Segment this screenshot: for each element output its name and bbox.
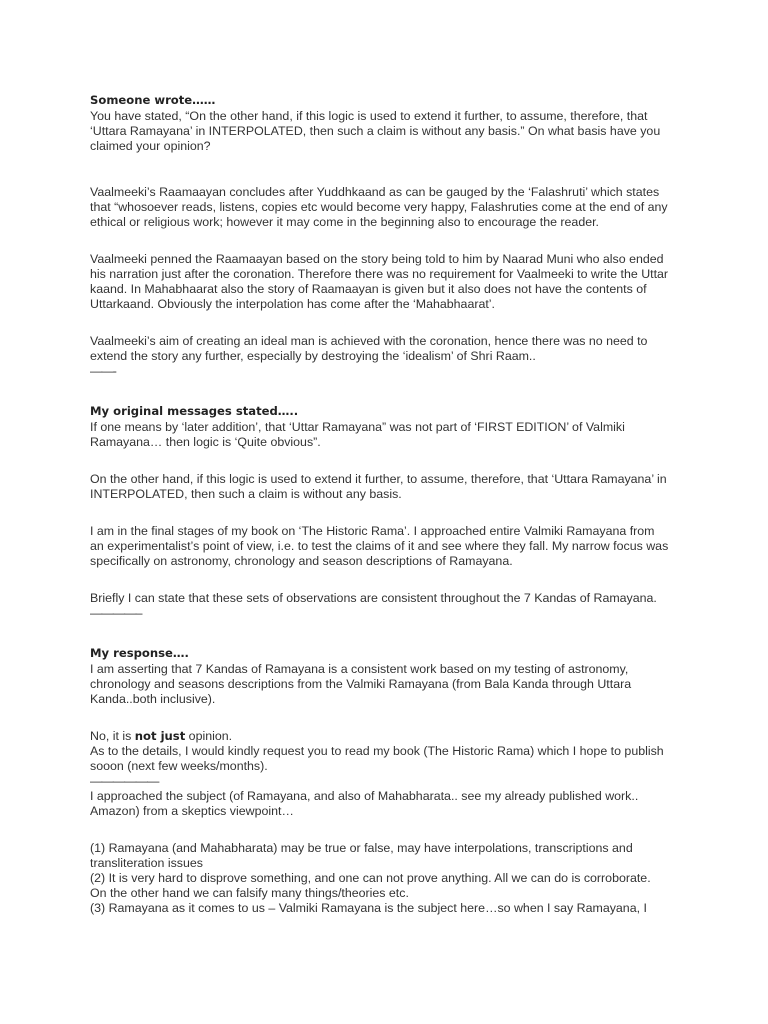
text-line: On the other hand, if this logic is used to extend it further, to assume, therefore, that ‘Uttara Ramayana’ in	[90, 472, 667, 486]
section-heading: My original messages stated…..	[90, 404, 299, 418]
text-line: Vaalmeeki penned the Raamaayan based on the story being told to him by Naarad Muni who also ended	[90, 252, 664, 266]
bold-emphasis: not just	[134, 729, 186, 743]
text-line: Briefly I can state that these sets of observations are consistent throughout the 7 Kandas of Ramayana.	[90, 591, 657, 605]
text-line: Uttarkaand. Obviously the interpolation has come after the ‘Mahabhaarat’.	[90, 297, 495, 311]
text-line: Vaalmeeki’s aim of creating an ideal man is achieved with the coronation, hence there was no need to	[90, 334, 648, 348]
text-line	[90, 729, 690, 744]
paragraph	[90, 591, 690, 621]
text-line: You have stated, “On the other hand, if this logic is used to extend it further, to assume, therefore, that	[90, 109, 648, 123]
text-line: ethical or religious work; however it may come in the beginning also to encourage the reader.	[90, 215, 599, 229]
separator-dashes: ——-	[90, 364, 116, 378]
section-heading: Someone wrote……	[90, 93, 216, 107]
text-line: (3) Ramayana as it comes to us – Valmiki Ramayana is the subject here…so when I say Ramayana, I	[90, 901, 647, 915]
text-line: On the other hand we can falsify many things/theories etc.	[90, 886, 409, 900]
section-original-messages	[90, 405, 690, 621]
paragraph	[90, 252, 690, 312]
paragraph	[90, 472, 690, 502]
text-line: kaand. In Mahabhaarat also the story of Raamaayan is given but it also does not have the contents of	[90, 282, 647, 296]
text-line: ‘Uttara Ramayana’ in INTERPOLATED, then such a claim is without any basis.” On what basis have you	[90, 124, 661, 138]
text-line: (2) It is very hard to disprove something, and one can not prove anything. All we can do is corroborate.	[90, 871, 651, 885]
text-line: chronology and seasons descriptions from the Valmiki Ramayana (from Bala Kanda through Uttara	[90, 677, 632, 691]
separator-dashes: ————–	[90, 606, 142, 620]
paragraph	[90, 185, 690, 230]
text-line: an experimentalist’s point of view, i.e. to test the claims of it and see where they fall. My narrow focus was	[90, 539, 669, 553]
text-line: Amazon) from a skeptics viewpoint…	[90, 804, 294, 818]
paragraph	[90, 524, 690, 569]
text-line: transliteration issues	[90, 856, 203, 870]
text-line: Kanda..both inclusive).	[90, 692, 216, 706]
paragraph	[90, 662, 690, 707]
text-line: his narration just after the coronation. Therefore there was no requirement for Vaalmeeki to write the Uttar	[90, 267, 669, 281]
paragraph	[90, 334, 690, 379]
paragraph	[90, 841, 690, 916]
text-line: Ramayana… then logic is ‘Quite obvious”.	[90, 435, 321, 449]
text-line: claimed your opinion?	[90, 139, 211, 153]
paragraph	[90, 109, 690, 154]
section-someone-wrote	[90, 94, 690, 379]
text-line: I approached the subject (of Ramayana, and also of Mahabharata.. see my already published work..	[90, 789, 639, 803]
paragraph	[90, 420, 690, 450]
section-my-response	[90, 647, 690, 916]
section-heading: My response….	[90, 646, 189, 660]
text-line: specifically on astronomy, chronology and season descriptions of Ramayana.	[90, 554, 513, 568]
text-line: I am asserting that 7 Kandas of Ramayana is a consistent work based on my testing of astronomy,	[90, 662, 629, 676]
text-line: INTERPOLATED, then such a claim is without any basis.	[90, 487, 402, 501]
text-line: that “whosoever reads, listens, copies etc would become very happy, Falashruties come at the end of any	[90, 200, 668, 214]
text-line: As to the details, I would kindly request you to read my book (The Historic Rama) which I hope to publish	[90, 744, 664, 758]
text-line: If one means by ‘later addition’, that ‘Uttar Ramayana” was not part of ‘FIRST EDITION’ of Valmiki	[90, 420, 625, 434]
paragraph	[90, 729, 690, 819]
text-line: Vaalmeeki’s Raamaayan concludes after Yuddhkaand as can be gauged by the ‘Falashruti’ which states	[90, 185, 660, 199]
text-line: sooon (next few weeks/months).	[90, 759, 268, 773]
text-span: opinion.	[185, 729, 233, 743]
document-body	[90, 94, 690, 916]
text-span: No, it is	[90, 729, 135, 743]
separator-dashes: ——————	[90, 774, 159, 788]
text-line: I am in the final stages of my book on ‘The Historic Rama’. I approached entire Valmiki Ramayana from	[90, 524, 655, 538]
text-line: extend the story any further, especially by destroying the ‘idealism’ of Shri Raam..	[90, 349, 536, 363]
text-line: (1) Ramayana (and Mahabharata) may be true or false, may have interpolations, transcriptions and	[90, 841, 633, 855]
